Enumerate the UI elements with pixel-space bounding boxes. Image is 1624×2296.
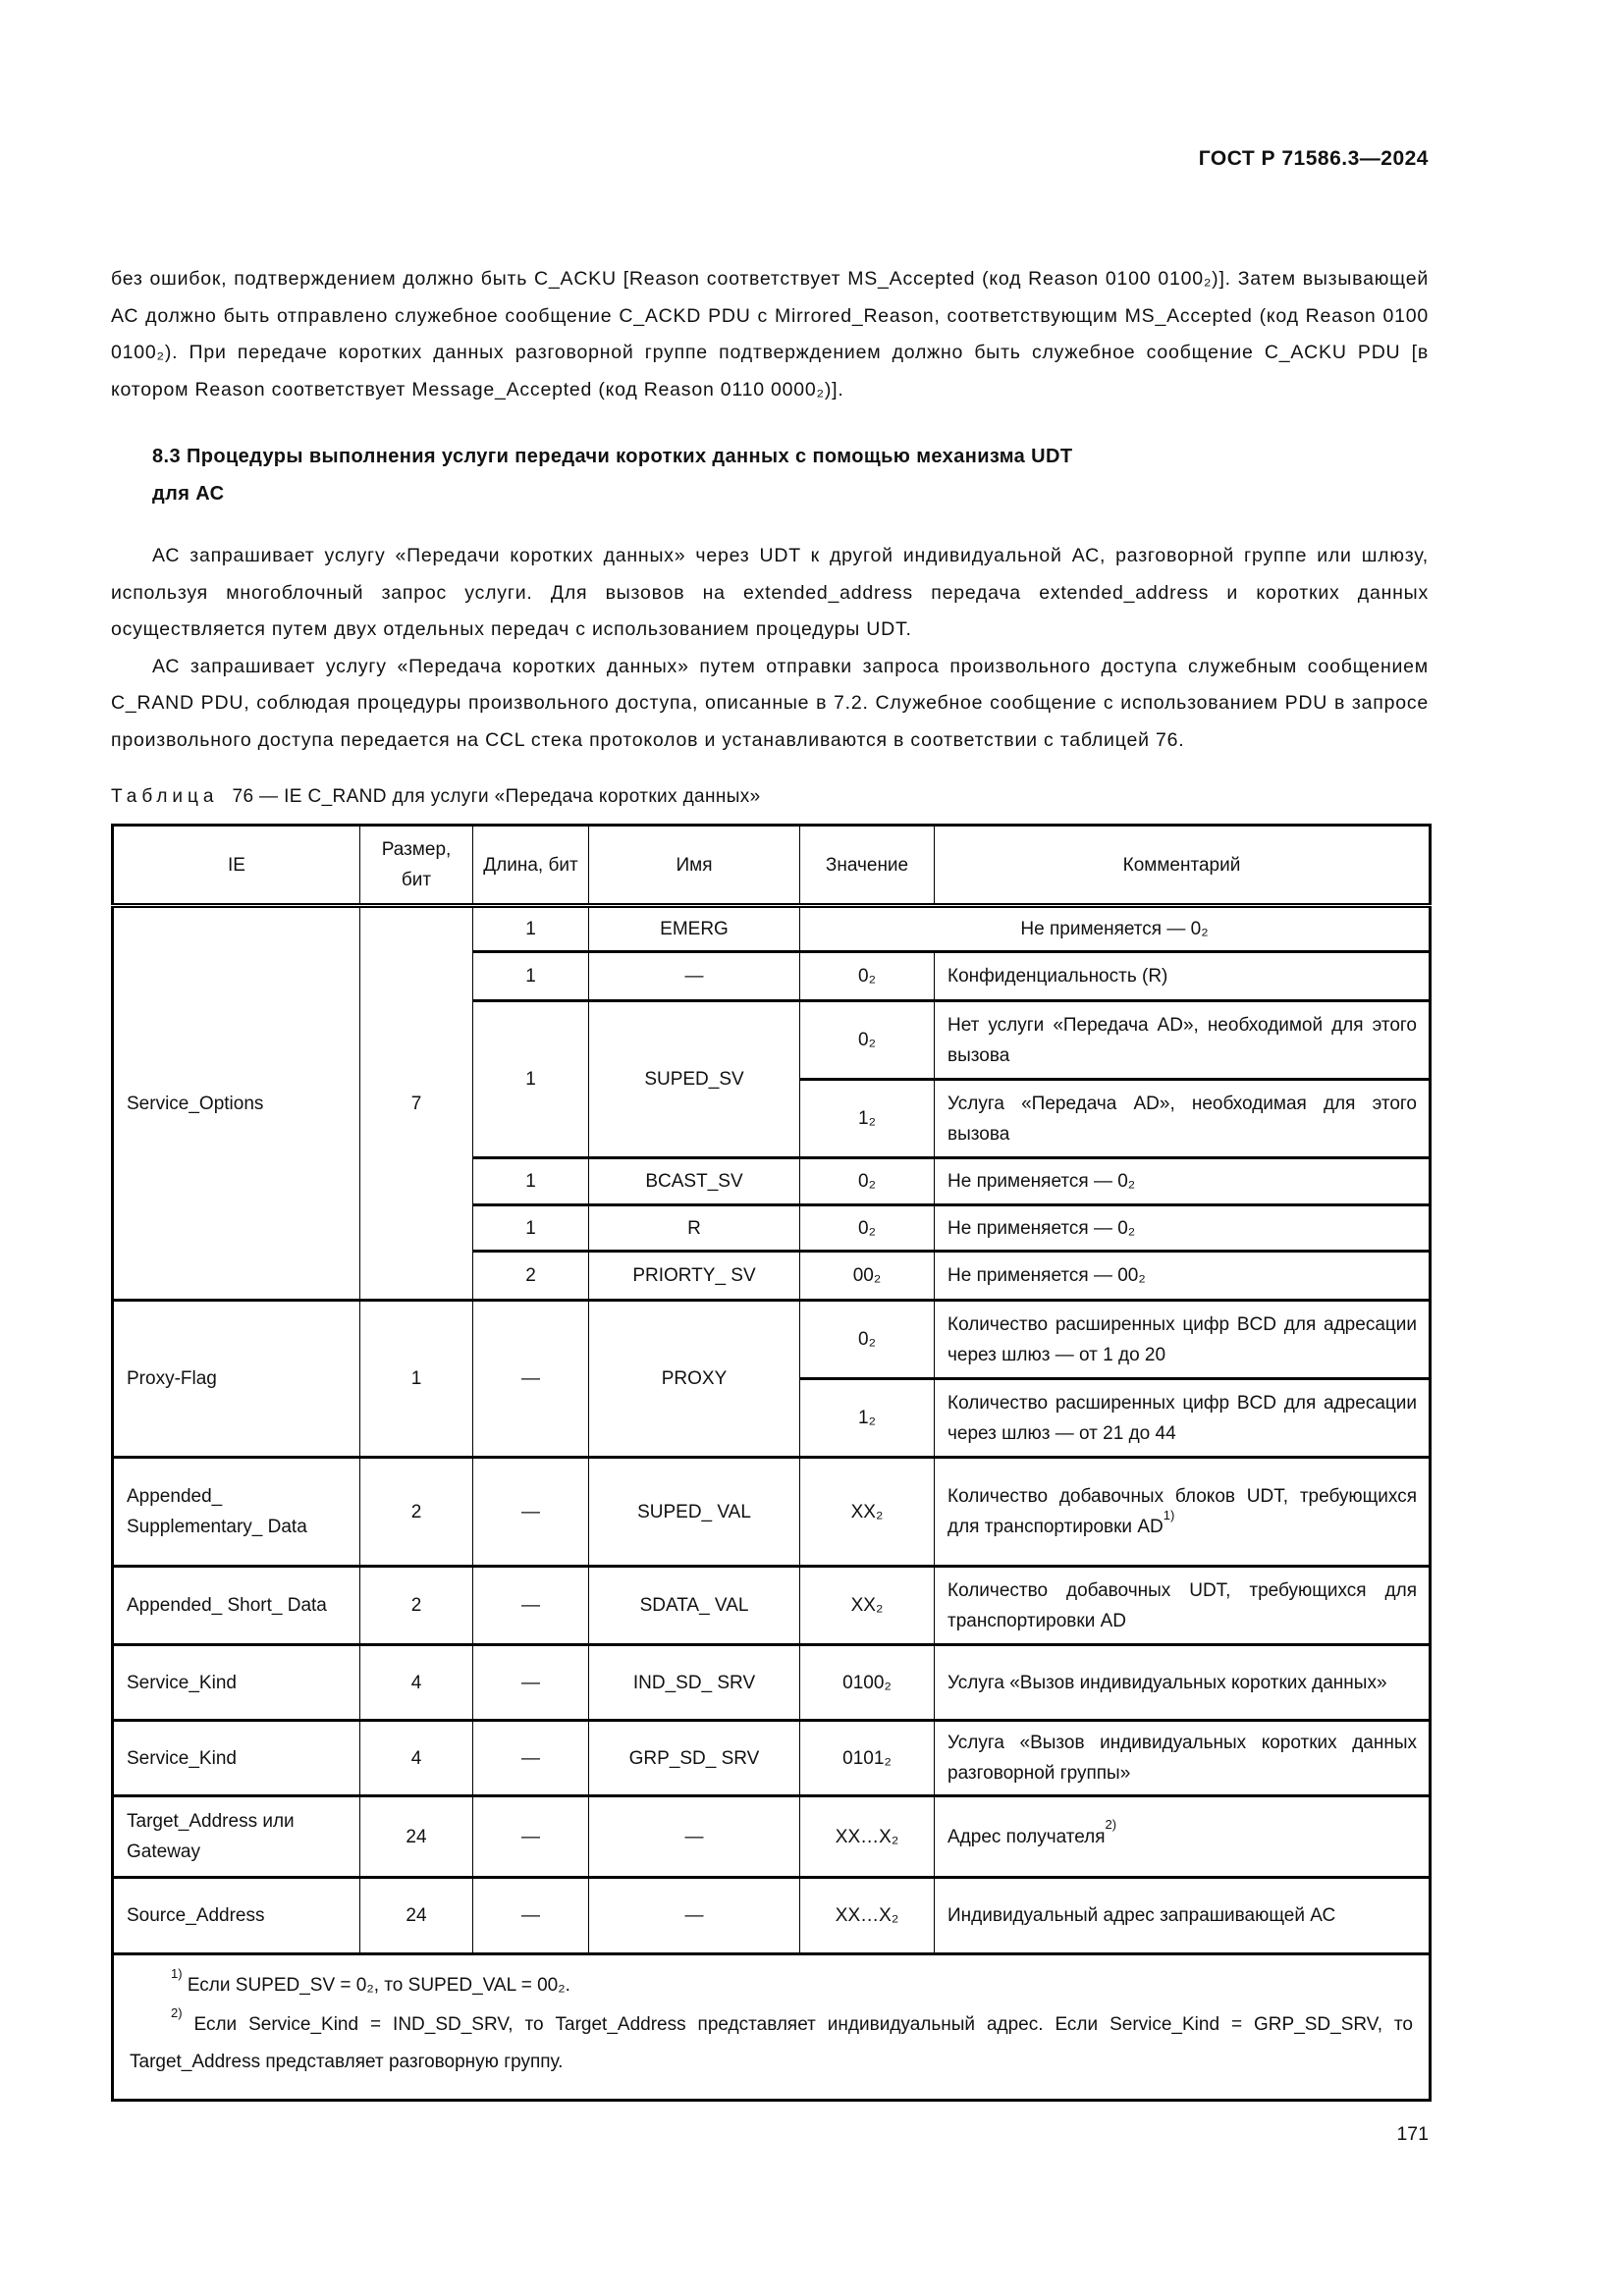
column-header-size: Размер, бит: [360, 826, 473, 906]
name-cell: R: [589, 1205, 800, 1252]
footnote-1-marker: 1): [171, 1965, 183, 1981]
comment-cell: Услуга «Вызов индивидуальных коротких данных»: [935, 1645, 1431, 1721]
value-cell: 1₂: [800, 1080, 935, 1158]
value-cell: XX…X₂: [800, 1796, 935, 1878]
comment-cell: Не применяется — 0₂: [935, 1205, 1431, 1252]
running-header: ГОСТ Р 71586.3—2024: [1198, 147, 1429, 170]
comment-text: Адрес получателя: [947, 1826, 1106, 1847]
size-cell: 24: [360, 1796, 473, 1878]
name-cell: —: [589, 1796, 800, 1878]
footnote-ref-2: 2): [1105, 1817, 1117, 1833]
name-cell: BCAST_SV: [589, 1158, 800, 1205]
table-row: [113, 1645, 1431, 1721]
footnote-2-text: Если Service_Kind = IND_SD_SRV, то Target_Address представляет индивидуальный адрес. Если Service_Kind = GRP_SD_SRV, то Target_Address представляет разговорную группу.: [130, 2014, 1413, 2072]
table-row: [113, 1721, 1431, 1796]
footnote-2-marker: 2): [171, 2004, 183, 2020]
size-cell: 4: [360, 1721, 473, 1796]
name-cell: PROXY: [589, 1301, 800, 1458]
table-row: [113, 1301, 1431, 1379]
ie-cell: Appended_ Short_ Data: [113, 1567, 360, 1645]
table-row: [113, 1458, 1431, 1567]
paragraph-2: АС запрашивает услугу «Передачи коротких данных» через UDT к другой индивидуальной АС, разговорной группе или шлюзу, используя многоблочный запрос услуги. Для вызовов на extended_address передача extended_address и коротких данных осуществляется путем двух отдельных передач с использованием процедуры UDT.: [111, 545, 1429, 640]
len-cell: 1: [473, 1001, 589, 1158]
size-cell: 7: [360, 906, 473, 1301]
value-cell: 1₂: [800, 1379, 935, 1458]
table-row: [113, 1796, 1431, 1878]
comment-cell: Количество расширенных цифр BCD для адресации через шлюз — от 1 до 20: [935, 1301, 1431, 1379]
value-cell: XX₂: [800, 1567, 935, 1645]
value-cell: 0₂: [800, 1001, 935, 1080]
name-cell: PRIORTY_ SV: [589, 1252, 800, 1301]
section-heading-line-1: 8.3 Процедуры выполнения услуги передачи коротких данных с помощью механизма UDT: [152, 446, 1073, 467]
ie-crand-table: [111, 824, 1432, 2102]
comment-cell: Услуга «Передача AD», необходимая для этого вызова: [935, 1080, 1431, 1158]
len-cell: —: [473, 1301, 589, 1458]
value-cell: 0₂: [800, 1301, 935, 1379]
page-number: 171: [1396, 2123, 1429, 2145]
ie-cell: Target_Address или Gateway: [113, 1796, 360, 1878]
name-cell: IND_SD_ SRV: [589, 1645, 800, 1721]
value-cell: 0₂: [800, 952, 935, 1001]
value-cell: XX₂: [800, 1458, 935, 1567]
size-cell: 24: [360, 1878, 473, 1954]
comment-text: Количество добавочных блоков UDT, требующихся для транспортировки AD: [947, 1486, 1417, 1537]
len-cell: —: [473, 1458, 589, 1567]
ie-cell: Proxy-Flag: [113, 1301, 360, 1458]
section-heading-8-3: [152, 438, 1429, 512]
name-cell: —: [589, 1878, 800, 1954]
table-footnotes-row: [113, 1954, 1431, 2101]
size-cell: 2: [360, 1458, 473, 1567]
name-cell: EMERG: [589, 906, 800, 952]
table-header-row: [113, 826, 1431, 906]
merged-comment-cell: Не применяется — 0₂: [800, 906, 1431, 952]
footnote-1: [130, 1967, 1413, 2004]
footnote-cell: [113, 1954, 1431, 2101]
comment-cell: Не применяется — 00₂: [935, 1252, 1431, 1301]
paragraph-3: АС запрашивает услугу «Передача коротких данных» путем отправки запроса произвольного доступа служебным сообщением C_RAND PDU, соблюдая процедуры произвольного доступа, описанные в 7.2. Служебное сообщение с использованием PDU в запросе произвольного доступа передается на CCL стека протоколов и устанавливаются в соответствии с таблицей 76.: [111, 655, 1429, 751]
table-row: [113, 1878, 1431, 1954]
name-cell: SDATA_ VAL: [589, 1567, 800, 1645]
comment-cell: Индивидуальный адрес запрашивающей АС: [935, 1878, 1431, 1954]
column-header-comment: Комментарий: [935, 826, 1431, 906]
value-cell: 00₂: [800, 1252, 935, 1301]
len-cell: —: [473, 1721, 589, 1796]
comment-cell: Количество добавочных UDT, требующихся для транспортировки AD: [935, 1567, 1431, 1645]
len-cell: —: [473, 1567, 589, 1645]
value-cell: 0100₂: [800, 1645, 935, 1721]
column-header-value: Значение: [800, 826, 935, 906]
table-caption-text: 76 — IE C_RAND для услуги «Передача коротких данных»: [232, 786, 761, 807]
comment-cell: Не применяется — 0₂: [935, 1158, 1431, 1205]
ie-cell: Service_Options: [113, 906, 360, 1301]
len-cell: 1: [473, 1158, 589, 1205]
ie-cell: Service_Kind: [113, 1721, 360, 1796]
table-caption-word: Таблица: [111, 786, 219, 807]
comment-cell: Нет услуги «Передача AD», необходимой для этого вызова: [935, 1001, 1431, 1080]
table-row: [113, 906, 1431, 952]
paragraph-1: без ошибок, подтверждением должно быть C_ACKU [Reason соответствует MS_Accepted (код Reason 0100 0100₂)]. Затем вызывающей АС должно быть отправлено служебное сообщение C_ACKD PDU с Mirrored_Reason, соответствующим MS_Accepted (код Reason 0100 0100₂). При передаче коротких данных разговорной группе подтверждением должно быть служебное сообщение C_ACKU PDU [в котором Reason соответствует Message_Accepted (код Reason 0110 0000₂)].: [111, 268, 1429, 400]
comment-cell: [935, 1458, 1431, 1567]
column-header-name: Имя: [589, 826, 800, 906]
len-cell: —: [473, 1796, 589, 1878]
ie-cell: Source_Address: [113, 1878, 360, 1954]
len-cell: 1: [473, 1205, 589, 1252]
value-cell: 0₂: [800, 1158, 935, 1205]
comment-cell: [935, 1796, 1431, 1878]
value-cell: 0101₂: [800, 1721, 935, 1796]
len-cell: —: [473, 1645, 589, 1721]
size-cell: 2: [360, 1567, 473, 1645]
column-header-ie: IE: [113, 826, 360, 906]
name-cell: SUPED_ VAL: [589, 1458, 800, 1567]
name-cell: SUPED_SV: [589, 1001, 800, 1158]
len-cell: 1: [473, 906, 589, 952]
value-cell: XX…X₂: [800, 1878, 935, 1954]
comment-cell: Количество расширенных цифр BCD для адресации через шлюз — от 21 до 44: [935, 1379, 1431, 1458]
section-heading-line-2: для АС: [152, 483, 225, 505]
table-row: [113, 1567, 1431, 1645]
size-cell: 4: [360, 1645, 473, 1721]
ie-cell: Appended_ Supplementary_ Data: [113, 1458, 360, 1567]
footnote-1-text: Если SUPED_SV = 0₂, то SUPED_VAL = 00₂.: [182, 1975, 570, 1996]
footnote-2: [130, 2006, 1413, 2081]
footnote-ref-1: 1): [1163, 1507, 1175, 1522]
len-cell: 2: [473, 1252, 589, 1301]
size-cell: 1: [360, 1301, 473, 1458]
value-cell: 0₂: [800, 1205, 935, 1252]
comment-cell: Услуга «Вызов индивидуальных коротких данных разговорной группы»: [935, 1721, 1431, 1796]
comment-cell: Конфиденциальность (R): [935, 952, 1431, 1001]
len-cell: —: [473, 1878, 589, 1954]
table-caption: [111, 786, 1429, 808]
len-cell: 1: [473, 952, 589, 1001]
name-cell: GRP_SD_ SRV: [589, 1721, 800, 1796]
name-cell: —: [589, 952, 800, 1001]
ie-cell: Service_Kind: [113, 1645, 360, 1721]
column-header-length: Длина, бит: [473, 826, 589, 906]
